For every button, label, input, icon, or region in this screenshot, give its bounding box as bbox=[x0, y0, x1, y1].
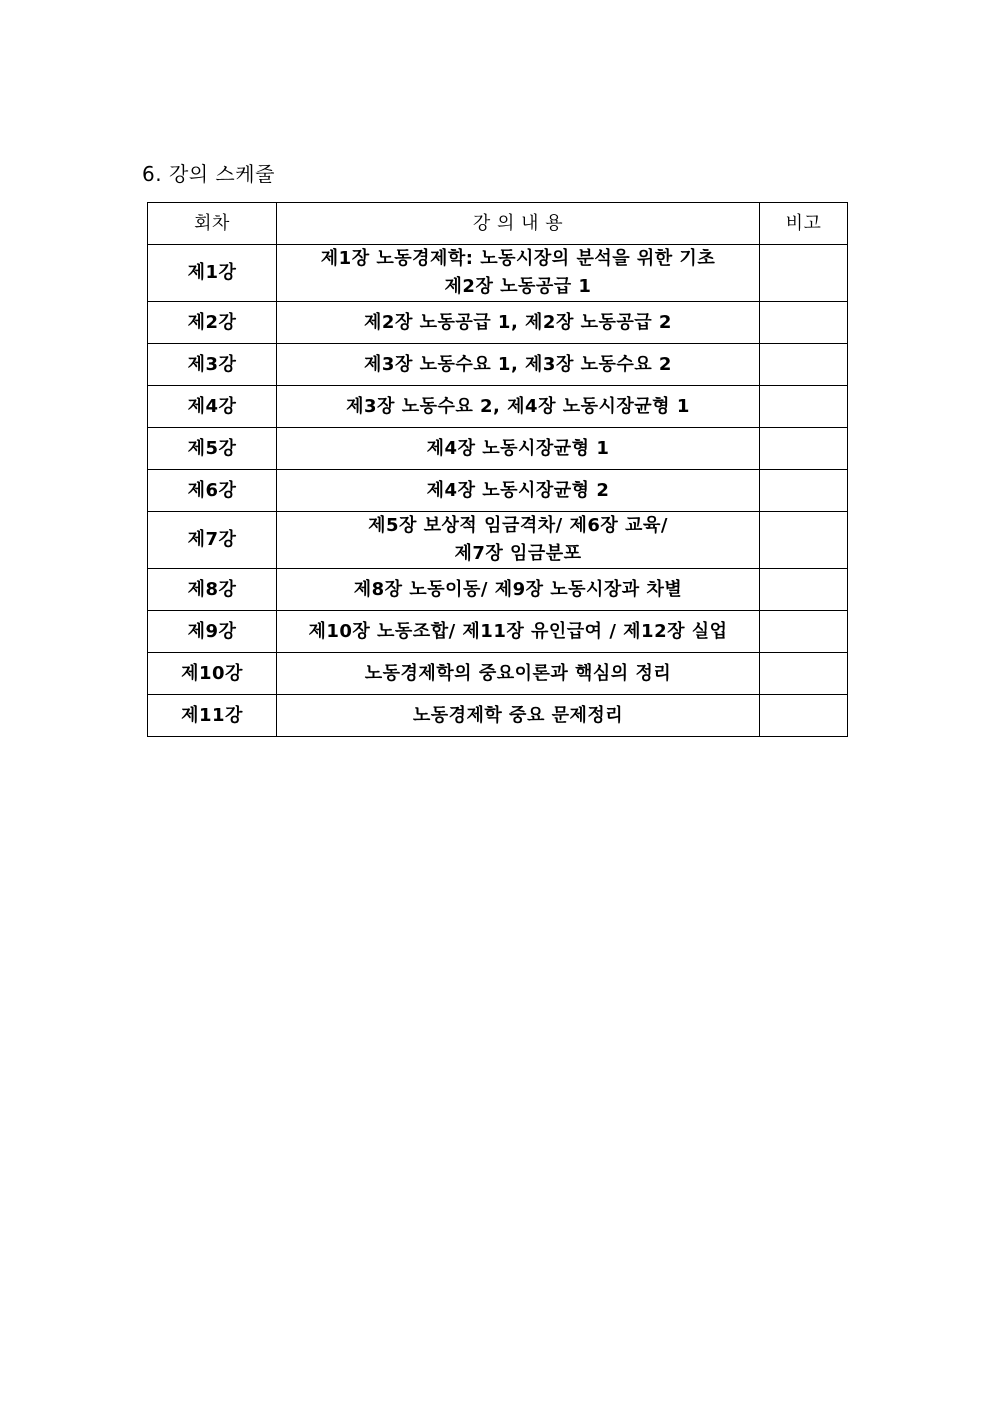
lecture-schedule-table bbox=[147, 202, 848, 737]
content-cell: 제3장 노동수요 1, 제3장 노동수요 2 bbox=[277, 344, 760, 386]
session-cell: 제7강 bbox=[148, 512, 277, 569]
session-cell: 제5강 bbox=[148, 428, 277, 470]
content-cell: 제4장 노동시장균형 2 bbox=[277, 470, 760, 512]
table-row bbox=[148, 245, 848, 302]
table-row bbox=[148, 512, 848, 569]
section-title: 6. 강의 스케줄 bbox=[142, 162, 275, 186]
table-row bbox=[148, 695, 848, 737]
table-header-row bbox=[148, 203, 848, 245]
session-cell: 제2강 bbox=[148, 302, 277, 344]
session-cell: 제10강 bbox=[148, 653, 277, 695]
note-cell bbox=[760, 428, 848, 470]
session-cell: 제9강 bbox=[148, 611, 277, 653]
note-cell bbox=[760, 302, 848, 344]
content-cell: 제8장 노동이동/ 제9장 노동시장과 차별 bbox=[277, 569, 760, 611]
session-cell: 제1강 bbox=[148, 245, 277, 302]
content-cell: 제1장 노동경제학: 노동시장의 분석을 위한 기초 제2장 노동공급 1 bbox=[277, 245, 760, 302]
note-cell bbox=[760, 470, 848, 512]
note-cell bbox=[760, 611, 848, 653]
note-cell bbox=[760, 245, 848, 302]
note-cell bbox=[760, 653, 848, 695]
table-row bbox=[148, 386, 848, 428]
session-cell: 제4강 bbox=[148, 386, 277, 428]
table-row bbox=[148, 344, 848, 386]
table-row bbox=[148, 428, 848, 470]
table-row bbox=[148, 569, 848, 611]
note-cell bbox=[760, 512, 848, 569]
session-cell: 제8강 bbox=[148, 569, 277, 611]
note-cell bbox=[760, 569, 848, 611]
content-cell: 제3장 노동수요 2, 제4장 노동시장균형 1 bbox=[277, 386, 760, 428]
session-cell: 제3강 bbox=[148, 344, 277, 386]
note-cell bbox=[760, 386, 848, 428]
header-note: 비고 bbox=[760, 203, 848, 245]
session-cell: 제6강 bbox=[148, 470, 277, 512]
content-cell: 제4장 노동시장균형 1 bbox=[277, 428, 760, 470]
table-row bbox=[148, 470, 848, 512]
content-cell: 제5장 보상적 임금격차/ 제6장 교육/ 제7장 임금분포 bbox=[277, 512, 760, 569]
content-cell: 제10장 노동조합/ 제11장 유인급여 / 제12장 실업 bbox=[277, 611, 760, 653]
note-cell bbox=[760, 344, 848, 386]
content-cell: 노동경제학의 중요이론과 핵심의 정리 bbox=[277, 653, 760, 695]
table-row bbox=[148, 653, 848, 695]
table-row bbox=[148, 611, 848, 653]
session-cell: 제11강 bbox=[148, 695, 277, 737]
header-content: 강 의 내 용 bbox=[277, 203, 760, 245]
content-cell: 제2장 노동공급 1, 제2장 노동공급 2 bbox=[277, 302, 760, 344]
content-cell: 노동경제학 중요 문제정리 bbox=[277, 695, 760, 737]
header-session: 회차 bbox=[148, 203, 277, 245]
note-cell bbox=[760, 695, 848, 737]
table-row bbox=[148, 302, 848, 344]
